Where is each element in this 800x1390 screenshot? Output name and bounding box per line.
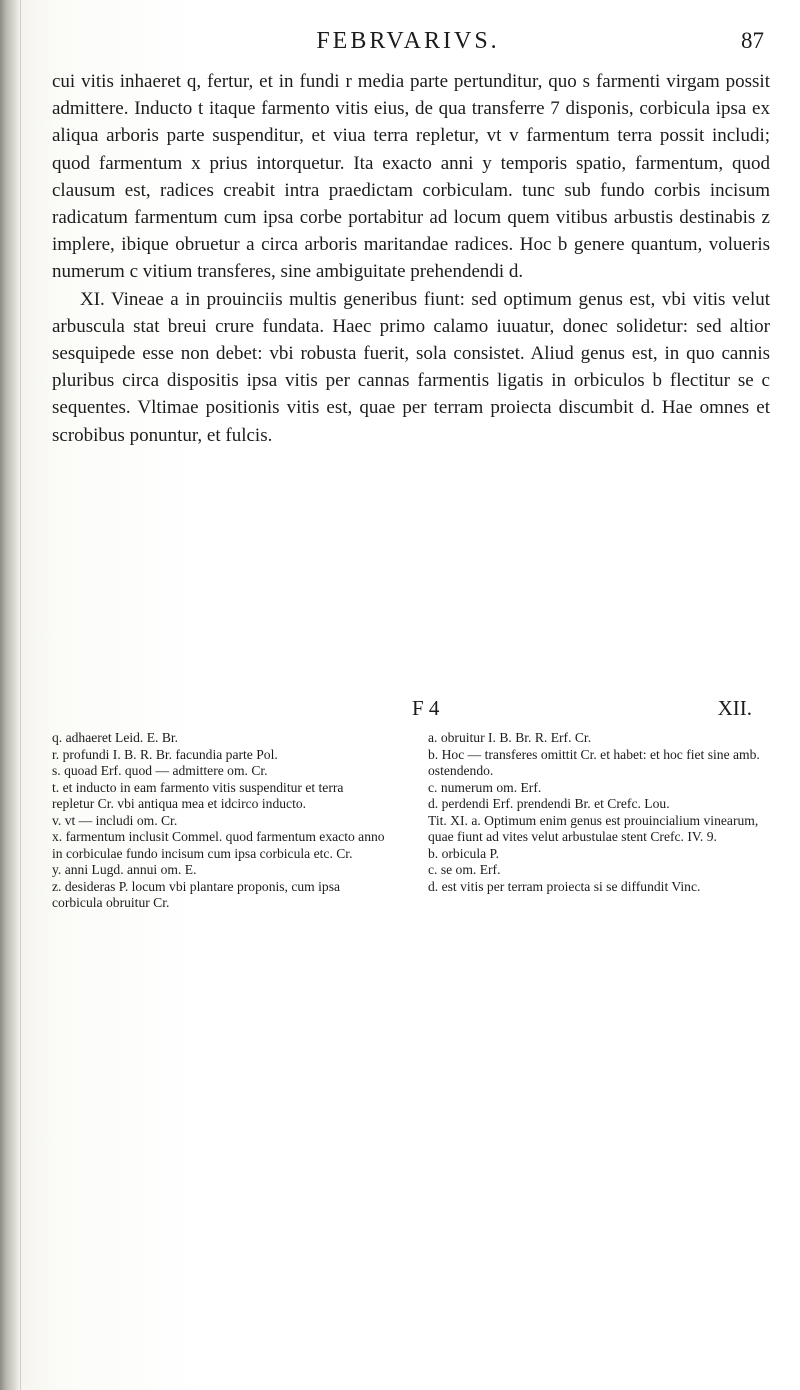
footnote-q: q. adhaeret Leid. E. Br. <box>52 730 179 745</box>
footnote-y: y. anni Lugd. annui om. E. <box>52 862 197 877</box>
footnote-xi-d: d. est vitis per terram proiecta si se diffundit Vinc. <box>428 878 701 894</box>
footnote-s: s. quoad Erf. quod — admittere om. Cr. <box>52 763 268 778</box>
footnotes-left-column <box>52 730 388 912</box>
page-header <box>52 24 764 58</box>
footnote-x: x. farmentum inclusit Commel. quod farmentum exacto anno in corbiculae fundo incisum cum ipsa corbicula etc. Cr. <box>52 829 385 861</box>
main-text <box>52 68 770 449</box>
footnotes-right-column <box>428 730 764 912</box>
footnote-xi-c: c. se om. Erf. <box>428 862 501 877</box>
footnote-v: v. vt — includi om. Cr. <box>52 812 178 828</box>
signature-mark: F 4 <box>412 696 440 720</box>
running-title: FEBRVARIVS. <box>316 28 500 54</box>
footnote-xi-b: b. orbicula P. <box>428 845 499 861</box>
catchword: XII. <box>717 696 752 720</box>
gutter-edge-line <box>20 0 21 1390</box>
signature-line <box>52 694 764 722</box>
footnote-b: b. Hoc — transferes omittit Cr. et habet: et hoc fiet sine amb. ostendendo. <box>428 746 760 778</box>
footnote-a: a. obruitur I. B. Br. R. Erf. Cr. <box>428 730 592 745</box>
footnote-title-xi-a: Tit. XI. a. Optimum enim genus est prouincialium vinearum, quae fiunt ad vites velut arbustulae stent Crefc. IV. 9. <box>428 812 759 844</box>
paragraph-2: XI. Vineae a in prouinciis multis generibus fiunt: sed optimum genus est, vbi vitis velut arbuscula stat breui crure fundata. Haec primo calamo iuuatur, donec solidetur: sed altior sesquipede esse non debet: vbi robusta fuerit, sola consistet. Aliud genus est, in quo cannis pluribus circa dispositis ipsa vitis per cannas farmentis ligatis in orbiculos b flectitur se c sequentes. Vltimae positionis vitis est, quae per terram proiecta discumbit d. Hae omnes et scrobibus ponuntur, et fulcis. <box>52 288 770 446</box>
page-number: 87 <box>741 28 764 53</box>
footnote-c: c. numerum om. Erf. <box>428 779 542 795</box>
footnote-d: d. perdendi Erf. prendendi Br. et Crefc. Lou. <box>428 796 670 811</box>
footnote-z: z. desideras P. locum vbi plantare proponis, cum ipsa corbicula obruitur Cr. <box>52 878 341 910</box>
footnote-r: r. profundi I. B. R. Br. facundia parte Pol. <box>52 746 278 762</box>
page-gutter-shadow <box>0 0 20 1390</box>
footnote-t: t. et inducto in eam farmento vitis suspenditur et terra repletur Cr. vbi antiqua mea et idcirco inducto. <box>52 779 344 811</box>
paragraph-1: cui vitis inhaeret q, fertur, et in fundi r media parte pertunditur, quo s farmenti virgam possit admittere. Inducto t itaque farmento vitis eius, de qua transferre 7 disponis, corbicula ipsa ex aliqua arboris parte suspenditur, et viua terra repletur, vt v farmentum terra possit includi; quod farmentum x prius intorquetur. Ita exacto anni y temporis spatio, farmentum, quod clausum est, radices creabit intra praedictam corbiculam. tunc sub fundo corbis incisum radicatum farmentum cum ipsa corbe portabitur ad locum quem vitibus arbustis destinabis z implere, ibique obruetur a circa arboris maritandae radices. Hoc b genere quantum, volueris numerum c vitium transferes, sine ambiguitate prehendendi d. <box>52 71 770 283</box>
footnotes <box>52 730 764 912</box>
